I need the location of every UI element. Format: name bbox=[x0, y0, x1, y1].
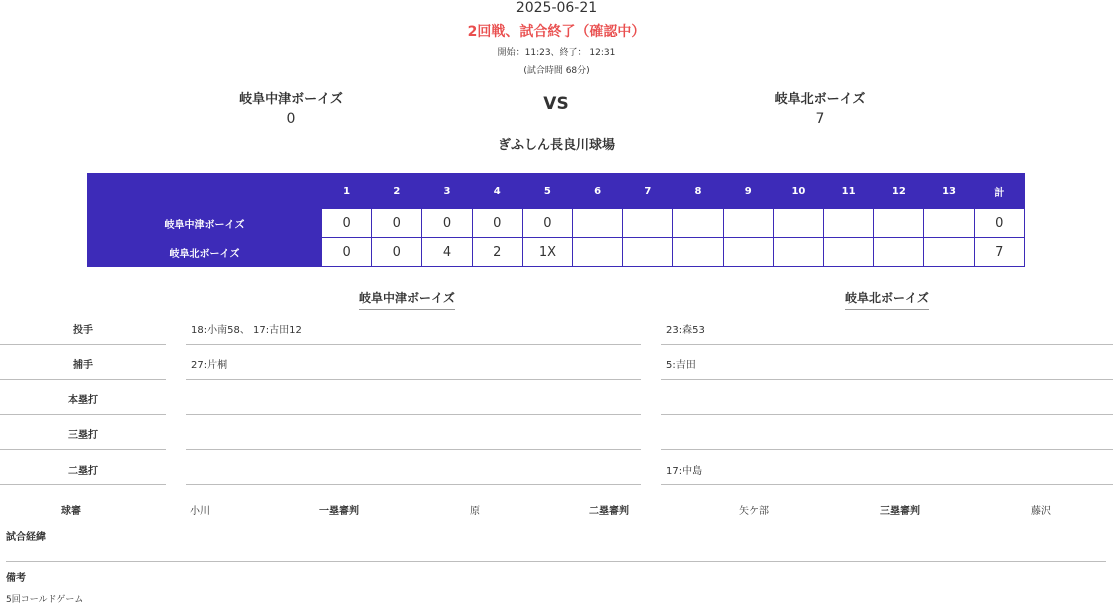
details-team-right-title: 岐阜北ボーイズ bbox=[845, 289, 929, 310]
inning-score bbox=[623, 238, 673, 267]
inning-score: 0 bbox=[322, 209, 372, 238]
inning-header: 11 bbox=[824, 174, 874, 209]
line-score-row-away bbox=[88, 209, 1025, 238]
row-divider bbox=[186, 379, 641, 380]
game-status: 2回戦、試合終了（確認中） bbox=[467, 24, 646, 40]
row-label-catcher: 捕手 bbox=[73, 360, 93, 371]
inning-score bbox=[773, 238, 823, 267]
inning-score bbox=[623, 209, 673, 238]
first-base-umpire-label: 一塁審判 bbox=[319, 506, 359, 517]
inning-score bbox=[723, 238, 773, 267]
home-team-score: 7 bbox=[815, 111, 825, 127]
inning-header: 5 bbox=[522, 174, 572, 209]
line-score-table bbox=[87, 173, 1025, 267]
third-base-umpire-name: 藤沢 bbox=[1031, 506, 1051, 517]
line-score-team: 岐阜中津ボーイズ bbox=[88, 209, 322, 238]
home-team-name: 岐阜北ボーイズ bbox=[774, 92, 866, 107]
remarks-label: 備考 bbox=[6, 573, 26, 584]
inning-header: 1 bbox=[322, 174, 372, 209]
catchers-right: 5:吉田 bbox=[666, 360, 696, 371]
row-divider bbox=[661, 449, 1113, 450]
line-score-team: 岐阜北ボーイズ bbox=[88, 238, 322, 267]
row-label-triple: 三塁打 bbox=[68, 430, 98, 441]
doubles-right: 17:中島 bbox=[666, 466, 703, 477]
away-team-score: 0 bbox=[286, 111, 296, 127]
team-column-header bbox=[88, 174, 322, 209]
row-divider bbox=[0, 449, 166, 450]
inning-score: 0 bbox=[522, 209, 572, 238]
row-divider bbox=[186, 414, 641, 415]
inning-score bbox=[874, 238, 924, 267]
inning-score: 0 bbox=[372, 238, 422, 267]
inning-score: 2 bbox=[472, 238, 522, 267]
inning-score: 0 bbox=[472, 209, 522, 238]
versus-label: VS bbox=[543, 94, 569, 114]
row-divider bbox=[0, 484, 166, 485]
inning-score bbox=[924, 238, 974, 267]
inning-header: 2 bbox=[372, 174, 422, 209]
line-score-row-home bbox=[88, 238, 1025, 267]
line-score-header bbox=[88, 174, 1025, 209]
inning-score bbox=[673, 209, 723, 238]
inning-header: 8 bbox=[673, 174, 723, 209]
inning-score bbox=[573, 238, 623, 267]
total-score: 7 bbox=[974, 238, 1024, 267]
inning-header: 10 bbox=[773, 174, 823, 209]
away-team-name: 岐阜中津ボーイズ bbox=[239, 92, 343, 107]
pitchers-left: 18:小南58、 17:古田12 bbox=[191, 325, 302, 336]
inning-score bbox=[874, 209, 924, 238]
inning-score: 0 bbox=[322, 238, 372, 267]
game-date: 2025-06-21 bbox=[515, 0, 598, 16]
row-divider bbox=[661, 379, 1113, 380]
total-score: 0 bbox=[974, 209, 1024, 238]
row-divider bbox=[661, 484, 1113, 485]
row-divider bbox=[0, 379, 166, 380]
row-divider bbox=[186, 449, 641, 450]
inning-score: 0 bbox=[372, 209, 422, 238]
row-label-double: 二塁打 bbox=[68, 466, 98, 477]
game-times: 開始：11:23、終了： 12:31 bbox=[497, 48, 616, 58]
first-base-umpire-name: 原 bbox=[470, 506, 480, 517]
row-divider bbox=[0, 414, 166, 415]
inning-score bbox=[924, 209, 974, 238]
row-divider bbox=[0, 344, 166, 345]
pitchers-right: 23:森53 bbox=[666, 325, 705, 336]
inning-header: 13 bbox=[924, 174, 974, 209]
row-divider bbox=[186, 344, 641, 345]
third-base-umpire-label: 三塁審判 bbox=[880, 506, 920, 517]
inning-score bbox=[573, 209, 623, 238]
plate-umpire-name: 小川 bbox=[190, 506, 210, 517]
inning-score bbox=[773, 209, 823, 238]
inning-header: 4 bbox=[472, 174, 522, 209]
inning-header: 7 bbox=[623, 174, 673, 209]
inning-score: 4 bbox=[422, 238, 472, 267]
inning-header: 9 bbox=[723, 174, 773, 209]
inning-score bbox=[824, 238, 874, 267]
row-divider bbox=[186, 484, 641, 485]
second-base-umpire-label: 二塁審判 bbox=[589, 506, 629, 517]
remarks-text: 5回コールドゲーム bbox=[6, 595, 84, 605]
venue-name: ぎふしん長良川球場 bbox=[497, 138, 615, 153]
inning-header: 3 bbox=[422, 174, 472, 209]
inning-score bbox=[824, 209, 874, 238]
game-progress-label: 試合経緯 bbox=[6, 532, 46, 543]
inning-score: 0 bbox=[422, 209, 472, 238]
row-divider bbox=[661, 344, 1113, 345]
row-label-pitcher: 投手 bbox=[73, 325, 93, 336]
inning-score: 1X bbox=[522, 238, 572, 267]
row-label-home-run: 本塁打 bbox=[68, 395, 98, 406]
inning-header: 12 bbox=[874, 174, 924, 209]
second-base-umpire-name: 矢ケ部 bbox=[739, 506, 769, 517]
notes-divider bbox=[6, 561, 1106, 562]
inning-header: 6 bbox=[573, 174, 623, 209]
catchers-left: 27:片桐 bbox=[191, 360, 228, 371]
game-duration: (試合時間 68分) bbox=[523, 66, 590, 76]
details-team-left-title: 岐阜中津ボーイズ bbox=[359, 289, 455, 310]
inning-score bbox=[723, 209, 773, 238]
total-header: 計 bbox=[974, 174, 1024, 209]
plate-umpire-label: 球審 bbox=[61, 506, 81, 517]
inning-score bbox=[673, 238, 723, 267]
row-divider bbox=[661, 414, 1113, 415]
